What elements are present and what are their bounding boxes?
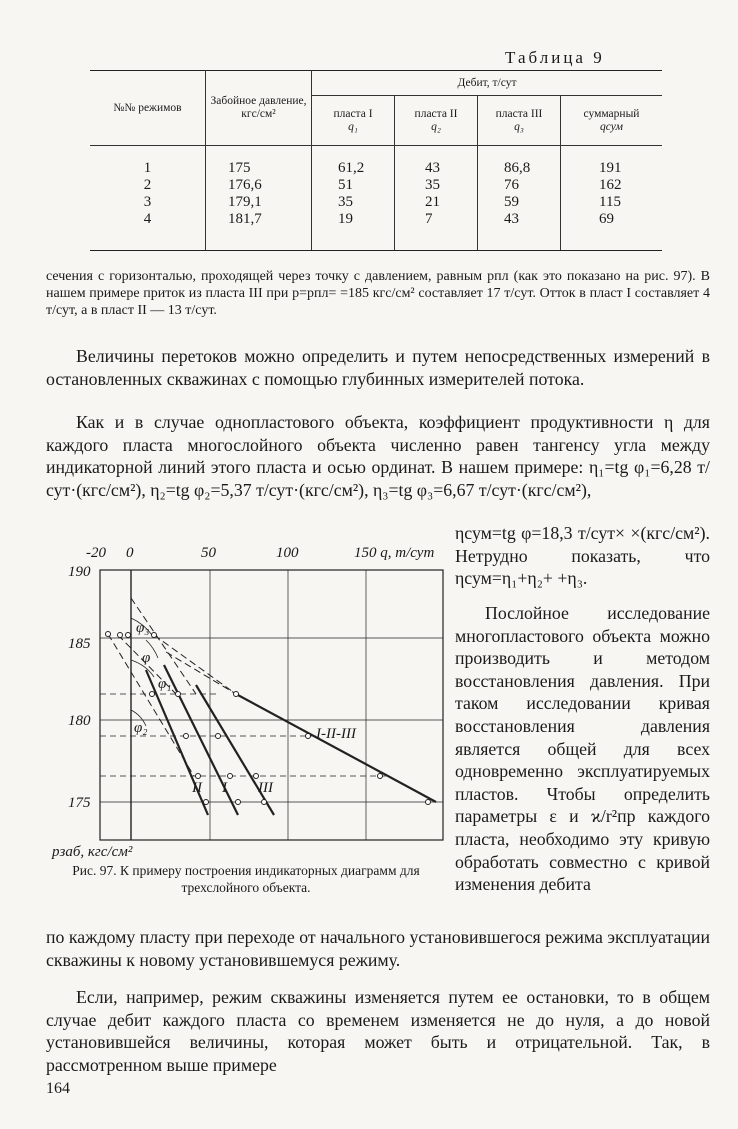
col-pressure: 175 176,6 179,1 181,7 (206, 146, 312, 251)
header-sum-symbol: qсум (600, 120, 623, 133)
x-tick-label: 50 (201, 545, 216, 561)
x-tick-label: -20 (86, 545, 106, 561)
paragraph-2-end: ηсум=tg φ=18,3 т/сут× ×(кгс/см²). Нетрудно показать, что ηсум=η₁+η₂+ +η₃. (455, 523, 710, 589)
y-tick-label: 185 (68, 636, 91, 652)
x-tick-label: 0 (126, 545, 134, 561)
indicator-diagram (46, 540, 451, 860)
header-p1: пласта I (333, 107, 373, 120)
figure-caption: Рис. 97. К примеру построения индикаторных диаграмм для трехслойного объекта. (72, 863, 420, 895)
header-modes: №№ режимов (90, 71, 206, 146)
header-p2-symbol: q₂ (431, 120, 441, 133)
y-tick-label: 180 (68, 713, 91, 729)
y-tick-label: 175 (68, 795, 91, 811)
col-sum: 191 162 115 69 (561, 146, 663, 251)
x-tick-label: 100 (276, 545, 299, 561)
x-axis-label: 150 q, т/сут (354, 545, 435, 561)
angle-label-phi1: φ₁ (158, 676, 172, 692)
header-sum: суммарный (583, 107, 640, 120)
paragraph-4: Если, например, режим скважины изменяется путем ее остановки, то в общем случае дебит каждого пласта со временем изменяется не до нуля, а до новой установившейся величины, которая может быть и отрицательной. Так, в рассмотренном выше примере (46, 987, 710, 1075)
header-p2: пласта II (414, 107, 458, 120)
paragraph-1: Величины перетоков можно определить и путем непосредственных измерений в остановленных скважинах с помощью глубинных измерителей потока. (46, 346, 710, 389)
small-paragraph: сечения с горизонталью, проходящей через точку с давлением, равным pпл (как это показано на рис. 97). В нашем примере приток из пласта III при p=pпл= =185 кгс/см² составляет 17 т/сут. Отток в пласт I составляет 4 т/сут, а в пласт II — 13 т/сут. (46, 269, 710, 318)
y-axis-label: pзаб, кгс/см² (52, 844, 133, 860)
angle-label-phi: φ (142, 650, 151, 666)
header-p3-symbol: q₃ (514, 120, 524, 133)
line-label-III: III (258, 780, 273, 796)
header-p3: пласта III (495, 107, 543, 120)
col-q1: 61,2 51 35 19 (312, 146, 395, 251)
y-tick-label: 190 (68, 564, 91, 580)
paragraph-2: Как и в случае однопластового объекта, коэффициент продуктивности η для каждого пласта многослойного объекта численно равен тангенсу угла между индикаторной линий этого пласта и осью ординат. В нашем примере: η₁=tg φ₁=6,28 т/сут·(кгс/см²), η₂=tg φ₂=5,37 т/сут·(кгс/см²), η₃=tg φ₃=6,67 т/сут·(кгс/см²), (46, 412, 710, 500)
line-label-I: I (222, 780, 227, 796)
paragraph-3: Послойное исследование многопластового объекта можно производить и методом восстановления давления. При таком исследовании кривая восстановления давления является общей для всех одновременно эксплуатируемых пластов. Чтобы определить параметры ε и ϰ/r²пр каждого пласта, необходимо эту кривую обработать совместно с кривой изменения дебита (455, 603, 710, 895)
table-caption: Таблица 9 (505, 48, 605, 67)
paragraph-3-cont: по каждому пласту при переходе от начального установившегося режима эксплуатации скважины к новому установившемуся режиму. (46, 927, 710, 970)
col-q2: 43 35 21 7 (395, 146, 478, 251)
header-pressure: Забойное давление, кгс/см² (206, 71, 312, 146)
header-p1-symbol: q₁ (348, 120, 358, 133)
line-label-sum: I-II-III (316, 726, 356, 742)
line-label-II: II (192, 780, 202, 796)
header-debit: Дебит, т/сут (312, 71, 663, 96)
col-q3: 86,8 76 59 43 (478, 146, 561, 251)
angle-label-phi3: φ₃ (136, 620, 150, 636)
col-modes: 1 2 3 4 (90, 146, 206, 251)
page-number: 164 (46, 1080, 70, 1097)
data-table (90, 70, 662, 251)
angle-label-phi2: φ₂ (134, 720, 148, 736)
